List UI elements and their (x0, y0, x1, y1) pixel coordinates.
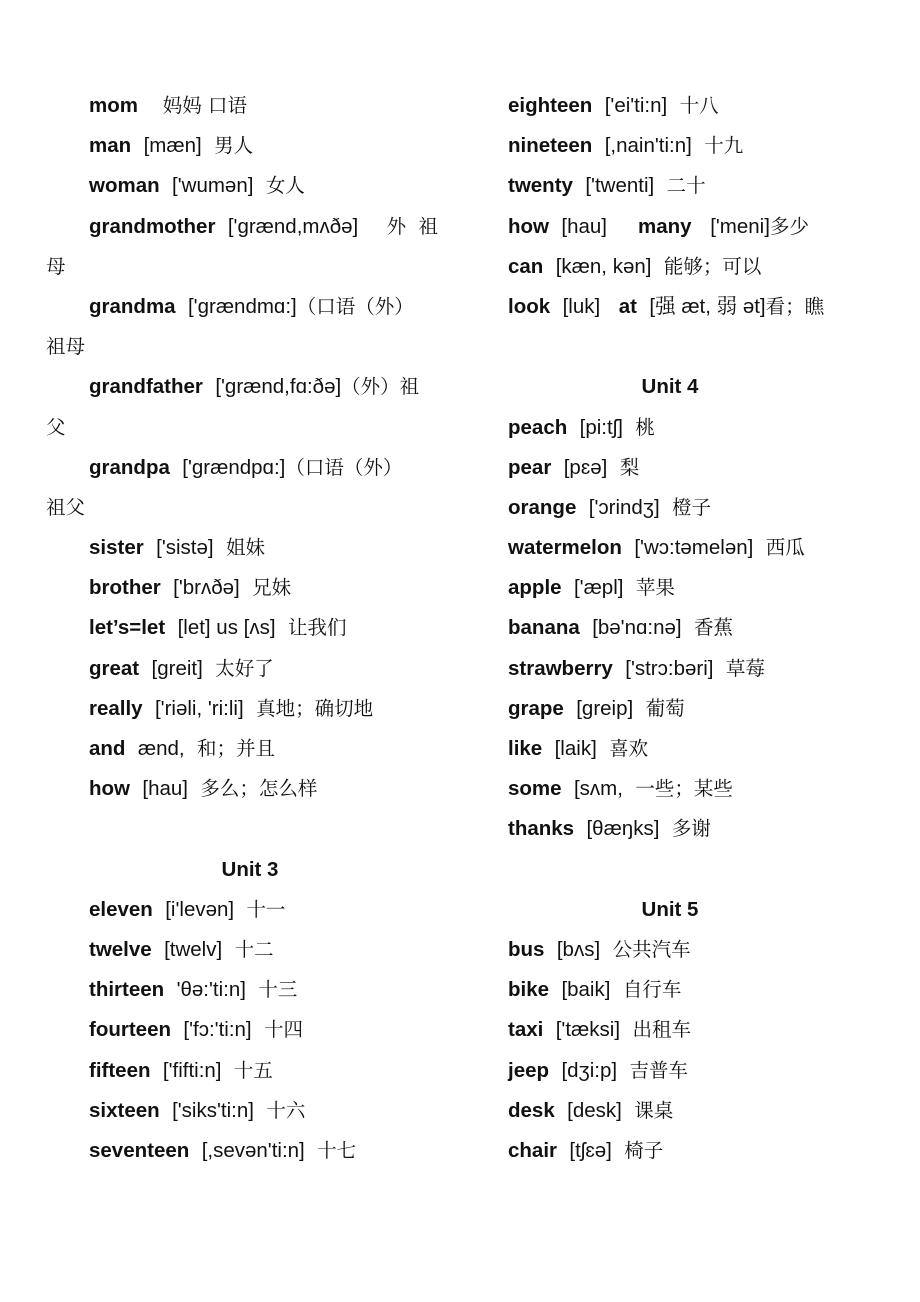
vocab-entry (46, 568, 446, 608)
meaning: 十三 (258, 978, 298, 1002)
vocab-entry-grandfather (46, 367, 446, 407)
phonetic: [greit] (151, 656, 203, 680)
meaning-continuation: 祖母 (46, 335, 86, 359)
word: man (89, 134, 132, 158)
meaning: 妈妈 口语 (162, 94, 247, 117)
phonetic: [mæn] (143, 134, 202, 158)
vocab-entry (508, 528, 868, 568)
vocab-entry (46, 608, 446, 648)
phonetic: [twelv] (164, 937, 223, 961)
meaning: 多谢 (671, 817, 711, 841)
word: twelve (89, 937, 152, 961)
meaning: 十一 (246, 897, 286, 921)
meaning: 桃 (635, 415, 655, 439)
phonetic: [greip] (576, 696, 634, 720)
vocab-entry (508, 689, 868, 729)
word: grandpa (89, 455, 170, 479)
phonetic: ['ɔrindʒ] (588, 495, 660, 519)
word: sixteen (89, 1098, 160, 1122)
word: some (508, 777, 562, 801)
word: grape (508, 696, 564, 720)
vocab-group-misc (46, 528, 446, 809)
vocab-entry (508, 649, 868, 689)
meaning: 能够；可以 (657, 254, 762, 278)
phonetic: [bə'nɑ:nə] (592, 616, 682, 640)
word: orange (508, 495, 577, 519)
meaning: 让我们 (287, 616, 347, 640)
word: woman (89, 174, 160, 198)
word: watermelon (508, 536, 622, 560)
vocab-entry (508, 970, 868, 1010)
phonetic: [,nain'ti:n] (604, 134, 692, 158)
vocab-entry (508, 408, 868, 448)
vocab-entry (46, 1010, 446, 1050)
meaning: （口语（外） (296, 294, 414, 318)
phonetic: ['fifti:n] (162, 1058, 222, 1082)
left-column (46, 86, 446, 1171)
phonetic: [,sevən'ti:n] (201, 1138, 305, 1162)
meaning: 十八 (679, 94, 719, 117)
vocab-entry (46, 126, 446, 166)
vocab-entry-grandmother (46, 207, 446, 247)
vocab-entry (508, 809, 868, 849)
phonetic: [desk] (567, 1098, 622, 1122)
phonetic: [tʃɛə] (569, 1138, 612, 1162)
meaning: 公共汽车 (612, 937, 691, 961)
word: really (89, 696, 143, 720)
vocab-entry (46, 890, 446, 930)
phonetic: [pi:tʃ] (579, 415, 623, 439)
meaning-continuation: 母 (46, 254, 66, 278)
meaning: 十六 (266, 1098, 306, 1122)
vocab-entry (508, 729, 868, 769)
unit-3-heading: Unit 3 (221, 857, 279, 881)
phonetic: 'θə:'ti:n] (176, 978, 246, 1002)
meaning: 姐妹 (226, 536, 266, 560)
word: and (89, 737, 126, 760)
phonetic: [kæn, kən] (555, 254, 652, 278)
vocab-entry (46, 930, 446, 970)
vocab-entry (508, 448, 868, 488)
meaning: 草莓 (725, 656, 765, 680)
word: at (618, 294, 638, 318)
phonetic: ['meni] (710, 214, 770, 238)
word: strawberry (508, 656, 613, 680)
meaning: 苹果 (635, 576, 675, 600)
phonetic: ['sistə] (156, 536, 214, 560)
word: thanks (508, 817, 575, 841)
vocab-group-numbers (508, 86, 868, 207)
meaning: 多么；怎么样 (200, 777, 318, 801)
word: nineteen (508, 134, 593, 158)
word: apple (508, 576, 562, 600)
vocab-entry (508, 1091, 868, 1131)
vocab-entry (46, 649, 446, 689)
spacer (46, 809, 446, 849)
spacer (508, 327, 868, 367)
phonetic: [laik] (554, 737, 597, 760)
vocab-entry (46, 769, 446, 809)
phonetic: ['æpl] (573, 576, 624, 600)
word: seventeen (89, 1138, 190, 1162)
phonetic: ['fɔ:'ti:n] (183, 1018, 252, 1042)
word: brother (89, 576, 161, 600)
meaning: 葡萄 (645, 696, 685, 720)
vocab-entry (508, 930, 868, 970)
phonetic: [dʒi:p] (561, 1058, 618, 1082)
word: banana (508, 616, 580, 640)
word: how (89, 777, 130, 801)
meaning: 一些；某些 (635, 777, 733, 801)
phonetic: [θæŋks] (586, 817, 660, 841)
phonetic: ænd, (137, 737, 185, 760)
meaning: 十七 (317, 1138, 357, 1162)
word: let’s=let (89, 616, 166, 640)
meaning: 二十 (666, 174, 706, 198)
vocab-entry (508, 1131, 868, 1171)
vocab-entry (508, 1051, 868, 1091)
meaning: （外）祖 (341, 375, 420, 399)
phonetic: ['grændmɑ:] (187, 294, 297, 318)
meaning: 外 祖 (386, 214, 438, 238)
vocab-entry (508, 1010, 868, 1050)
phonetic: ['ei'ti:n] (604, 94, 668, 117)
word: thirteen (89, 978, 165, 1002)
meaning: 女人 (265, 174, 305, 198)
vocab-entry (46, 1051, 446, 1091)
phonetic: [let] us [ʌs] (177, 616, 276, 640)
phonetic: [sʌm, (573, 777, 623, 801)
phonetic: [强 æt, 弱 ət] (649, 294, 766, 318)
meaning: 十四 (264, 1018, 304, 1042)
word: eighteen (508, 94, 593, 117)
word: jeep (508, 1058, 550, 1082)
meaning: 十五 (233, 1058, 273, 1082)
meaning: （口语（外） (285, 455, 403, 479)
meaning: 和；并且 (197, 737, 276, 760)
phonetic: [luk] (562, 294, 601, 318)
word: taxi (508, 1018, 544, 1042)
meaning: 橙子 (672, 495, 712, 519)
vocab-entry (46, 1091, 446, 1131)
meaning: 课桌 (634, 1098, 674, 1122)
word: eleven (89, 897, 153, 921)
word: grandma (89, 294, 176, 318)
meaning: 兄妹 (252, 576, 292, 600)
word: bike (508, 978, 550, 1002)
meaning: 多少 (769, 214, 809, 238)
meaning: 椅子 (624, 1138, 664, 1162)
meaning: 出租车 (632, 1018, 691, 1042)
phonetic: ['twenti] (585, 174, 655, 198)
phonetic: ['siks'ti:n] (172, 1098, 254, 1122)
meaning-continuation: 父 (46, 415, 66, 439)
vocab-entry (46, 86, 446, 126)
word: desk (508, 1098, 555, 1122)
word: pear (508, 455, 552, 479)
phonetic: [bʌs] (556, 937, 601, 961)
phonetic: ['brʌðə] (173, 576, 240, 600)
phonetic: [hau] (561, 214, 608, 238)
meaning-continuation: 祖父 (46, 495, 86, 519)
meaning: 吉普车 (629, 1058, 688, 1082)
phonetic: ['strɔ:bəri] (625, 656, 714, 680)
vocab-entry (46, 729, 446, 769)
word: sister (89, 536, 144, 560)
phonetic: [pɛə] (563, 455, 608, 479)
vocab-entry-look-at (508, 287, 868, 327)
vocab-group-unit-4 (508, 408, 868, 850)
word: grandfather (89, 375, 203, 399)
vocab-group-unit-3 (46, 890, 446, 1171)
phonetic: ['riəli, 'ri:li] (154, 696, 244, 720)
phonetic: ['tæksi] (555, 1018, 621, 1042)
vocab-entry (46, 689, 446, 729)
meaning: 喜欢 (609, 737, 649, 760)
phonetic: [hau] (142, 777, 189, 801)
meaning: 男人 (214, 134, 254, 158)
meaning: 看；瞧 (765, 294, 825, 318)
vocab-group-family (46, 86, 446, 207)
unit-4-heading: Unit 4 (641, 375, 699, 399)
vocab-entry (46, 970, 446, 1010)
meaning: 香蕉 (694, 616, 734, 640)
word: like (508, 737, 543, 760)
vocab-entry (508, 126, 868, 166)
word: grandmother (89, 214, 216, 238)
vocab-entry-grandpa (46, 448, 446, 488)
meaning: 真地；确切地 (256, 696, 374, 720)
meaning: 十二 (234, 937, 274, 961)
word: mom (89, 94, 138, 117)
meaning: 太好了 (215, 656, 274, 680)
meaning: 西瓜 (765, 536, 805, 560)
word: peach (508, 415, 568, 439)
meaning: 自行车 (622, 978, 682, 1002)
word: how (508, 214, 549, 238)
vocab-entry (508, 608, 868, 648)
vocab-entry (508, 568, 868, 608)
word: many (638, 214, 692, 238)
right-column (508, 86, 868, 1171)
word: can (508, 254, 544, 278)
vocab-entry (508, 488, 868, 528)
vocab-entry (46, 528, 446, 568)
vocab-entry (508, 86, 868, 126)
vocab-entry-how-many (508, 207, 868, 247)
vocab-entry-can (508, 247, 868, 287)
word: chair (508, 1138, 557, 1162)
phonetic: [i'levən] (165, 897, 235, 921)
phonetic: ['wumən] (172, 174, 254, 198)
word: bus (508, 937, 545, 961)
vocab-entry (46, 1131, 446, 1171)
phonetic: ['wɔ:təmelən] (634, 536, 754, 560)
vocab-group-unit-5 (508, 930, 868, 1171)
meaning: 梨 (619, 455, 640, 479)
vocab-entry (508, 166, 868, 206)
word: great (89, 656, 140, 680)
vocab-entry (508, 769, 868, 809)
vocab-entry-grandma (46, 287, 446, 327)
phonetic: ['grændpɑ:] (182, 455, 286, 479)
phonetic: [baik] (561, 978, 611, 1002)
word: look (508, 294, 551, 318)
word: fifteen (89, 1058, 151, 1082)
phonetic: ['grænd,mʌðə] (227, 214, 359, 238)
word: fourteen (89, 1018, 171, 1042)
unit-5-heading: Unit 5 (641, 897, 699, 921)
meaning: 十九 (704, 134, 744, 158)
word: twenty (508, 174, 573, 198)
phonetic: ['grænd,fɑ:ðə] (215, 375, 342, 399)
vocab-entry (46, 166, 446, 206)
spacer (508, 850, 868, 890)
